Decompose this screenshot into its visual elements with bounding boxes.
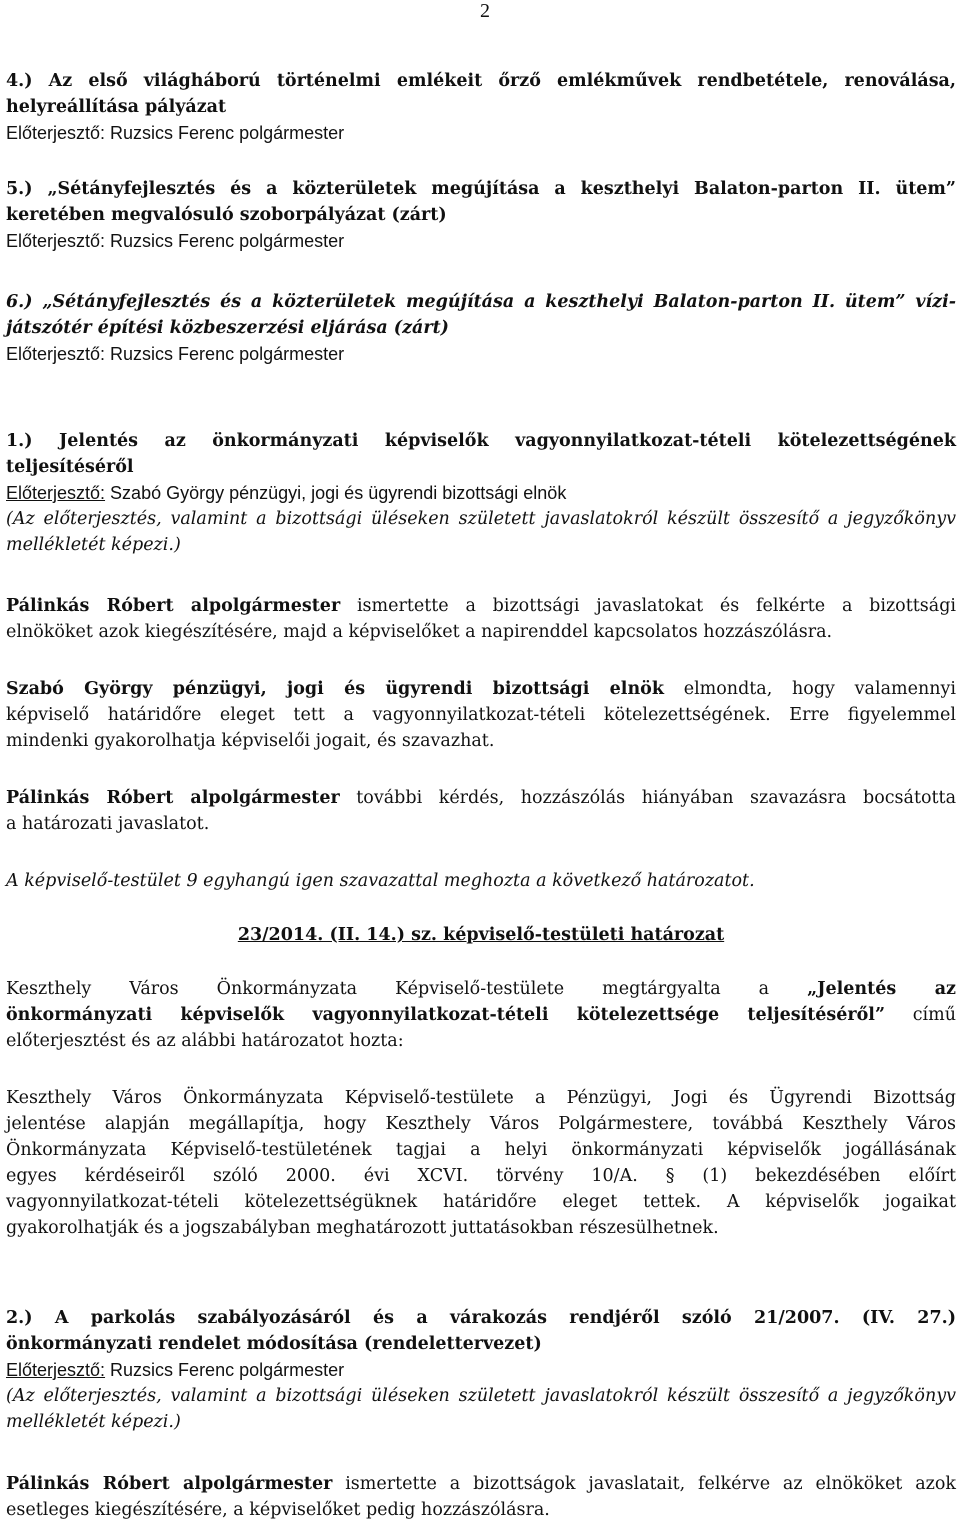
paragraph-line (6, 593, 956, 619)
agenda-title-line: 5.) „Sétányfejlesztés és a közterületek megújítása a keszthelyi Balaton-parton II. ütem” (6, 179, 956, 199)
speaker-name: Pálinkás Róbert alpolgármester (6, 1474, 333, 1494)
paragraph-line: mindenki gyakorolhatja képviselői jogait, és szavazhat. (6, 731, 495, 751)
item1-title-line: 1.) Jelentés az önkormányzati képviselők vagyonnyilatkozat-tételi kötelezettségének (6, 431, 956, 451)
item2-title-line: 2.) A parkolás szabályozásáról és a várakozás rendjéről szóló 21/2007. (IV. 27.) (6, 1308, 956, 1328)
item2-presenter (6, 1357, 956, 1383)
paragraph-text: ismertette a bizottsági javaslatokat és felkérte a bizottsági (340, 596, 956, 616)
agenda-title-line: keretében megvalósuló szoborpályázat (zárt) (6, 205, 447, 225)
paragraph-line: Önkormányzata Képviselő-testületének tagjai a helyi önkormányzati képviselők jogállásának (6, 1140, 956, 1160)
paragraph-line (6, 676, 956, 702)
presenter-label: Előterjesztő: (6, 1360, 106, 1380)
item1-paragraph-3 (6, 785, 956, 837)
presenter-label: Előterjesztő: (6, 483, 106, 503)
paragraph-text: ismertette a bizottságok javaslatait, felkérve az elnököket azok (332, 1474, 956, 1494)
item2-note-line: (Az előterjesztés, valamint a bizottsági üléseken született javaslatokról készült összesítő a jegyzőkönyv (6, 1386, 956, 1406)
paragraph-line (6, 1002, 956, 1028)
item1-title-line: teljesítéséről (6, 457, 134, 477)
paragraph-line: vagyonnyilatkozat-tételi kötelezettségüknek határidőre eleget tettek. A képviselők jogaikat (6, 1192, 956, 1212)
paragraph-text: című (885, 1005, 956, 1025)
paragraph-line (6, 1471, 956, 1497)
agenda-presenter: Előterjesztő: Ruzsics Ferenc polgármester (6, 231, 345, 251)
item2-note-line: mellékletét képezi.) (6, 1412, 181, 1432)
paragraph-text: elmondta, hogy valamennyi (663, 679, 956, 699)
paragraph-line: esetleges kiegészítésére, a képviselőket pedig hozzászólásra. (6, 1500, 550, 1520)
paragraph-line: a határozati javaslatot. (6, 814, 210, 834)
vote-result: A képviselő-testület 9 egyhangú igen szavazattal meghozta a következő határozatot. (6, 871, 755, 891)
item2-title-line: önkormányzati rendelet módosítása (rendelettervezet) (6, 1334, 542, 1354)
resolution-subject: önkormányzati képviselők vagyonnyilatkozat-tételi kötelezettsége teljesítéséről” (6, 1005, 886, 1025)
presenter-name: Ruzsics Ferenc polgármester (105, 1360, 345, 1380)
paragraph-line (6, 976, 956, 1002)
paragraph-text: további kérdés, hozzászólás hiányában szavazásra bocsátotta (339, 788, 957, 808)
paragraph-line: elnököket azok kiegészítésére, majd a képviselőket a napirenddel kapcsolatos hozzászólásra. (6, 622, 833, 642)
item1-paragraph-1 (6, 593, 956, 645)
paragraph-line (6, 785, 956, 811)
item1-heading (6, 428, 956, 558)
agenda-title-line: 6.) „Sétányfejlesztés és a közterületek megújítása a keszthelyi Balaton-parton II. ütem” vízi- (6, 292, 956, 312)
speaker-name: Pálinkás Róbert alpolgármester (6, 788, 340, 808)
paragraph-text: Keszthely Város Önkormányzata Képviselő-testülete megtárgyalta a (6, 979, 808, 999)
resolution-paragraph-2 (6, 1085, 956, 1241)
resolution-paragraph-1 (6, 976, 956, 1054)
paragraph-line: egyes kérdéseiről szóló 2000. évi XCVI. törvény 10/A. § (1) bekezdésében előírt (6, 1166, 956, 1186)
agenda-title-line: 4.) Az első világháború történelmi emlékeit őrző emlékművek rendbetétele, renoválása, (6, 71, 956, 91)
item1-presenter (6, 480, 956, 506)
speaker-name: Pálinkás Róbert alpolgármester (6, 596, 341, 616)
paragraph-line: képviselő határidőre eleget tett a vagyonnyilatkozat-tételi kötelezettségének. Erre figyelemmel (6, 705, 956, 725)
paragraph-line: Keszthely Város Önkormányzata Képviselő-testülete a Pénzügyi, Jogi és Ügyrendi Bizottság (6, 1088, 956, 1108)
resolution-title: 23/2014. (II. 14.) sz. képviselő-testületi határozat (237, 925, 725, 945)
resolution-subject: „Jelentés az (807, 979, 956, 999)
speaker-name: Szabó György pénzügyi, jogi és ügyrendi bizottsági elnök (6, 679, 664, 699)
agenda-item-5 (6, 176, 956, 254)
agenda-presenter: Előterjesztő: Ruzsics Ferenc polgármester (6, 123, 345, 143)
presenter-name: Szabó György pénzügyi, jogi és ügyrendi bizottsági elnök (105, 483, 567, 503)
agenda-title-line: játszótér építési közbeszerzési eljárása (zárt) (6, 318, 449, 338)
item1-note-line: (Az előterjesztés, valamint a bizottsági üléseken született javaslatokról készült összesítő a jegyzőkönyv (6, 509, 956, 529)
item1-note-line: mellékletét képezi.) (6, 535, 181, 555)
page-number: 2 (480, 0, 490, 22)
item2-heading (6, 1305, 956, 1435)
item1-paragraph-2 (6, 676, 956, 754)
agenda-presenter: Előterjesztő: Ruzsics Ferenc polgármester (6, 344, 345, 364)
agenda-item-6 (6, 289, 956, 367)
agenda-title-line: helyreállítása pályázat (6, 97, 227, 117)
item2-paragraph-1 (6, 1471, 956, 1523)
agenda-item-4 (6, 68, 956, 146)
paragraph-line: előterjesztést és az alábbi határozatot hozta: (6, 1031, 404, 1051)
paragraph-line: jelentése alapján megállapítja, hogy Keszthely Város Polgármestere, továbbá Keszthely Város (6, 1114, 956, 1134)
paragraph-line: gyakorolhatják és a jogszabályban meghatározott juttatásokban részesülhetnek. (6, 1218, 719, 1238)
